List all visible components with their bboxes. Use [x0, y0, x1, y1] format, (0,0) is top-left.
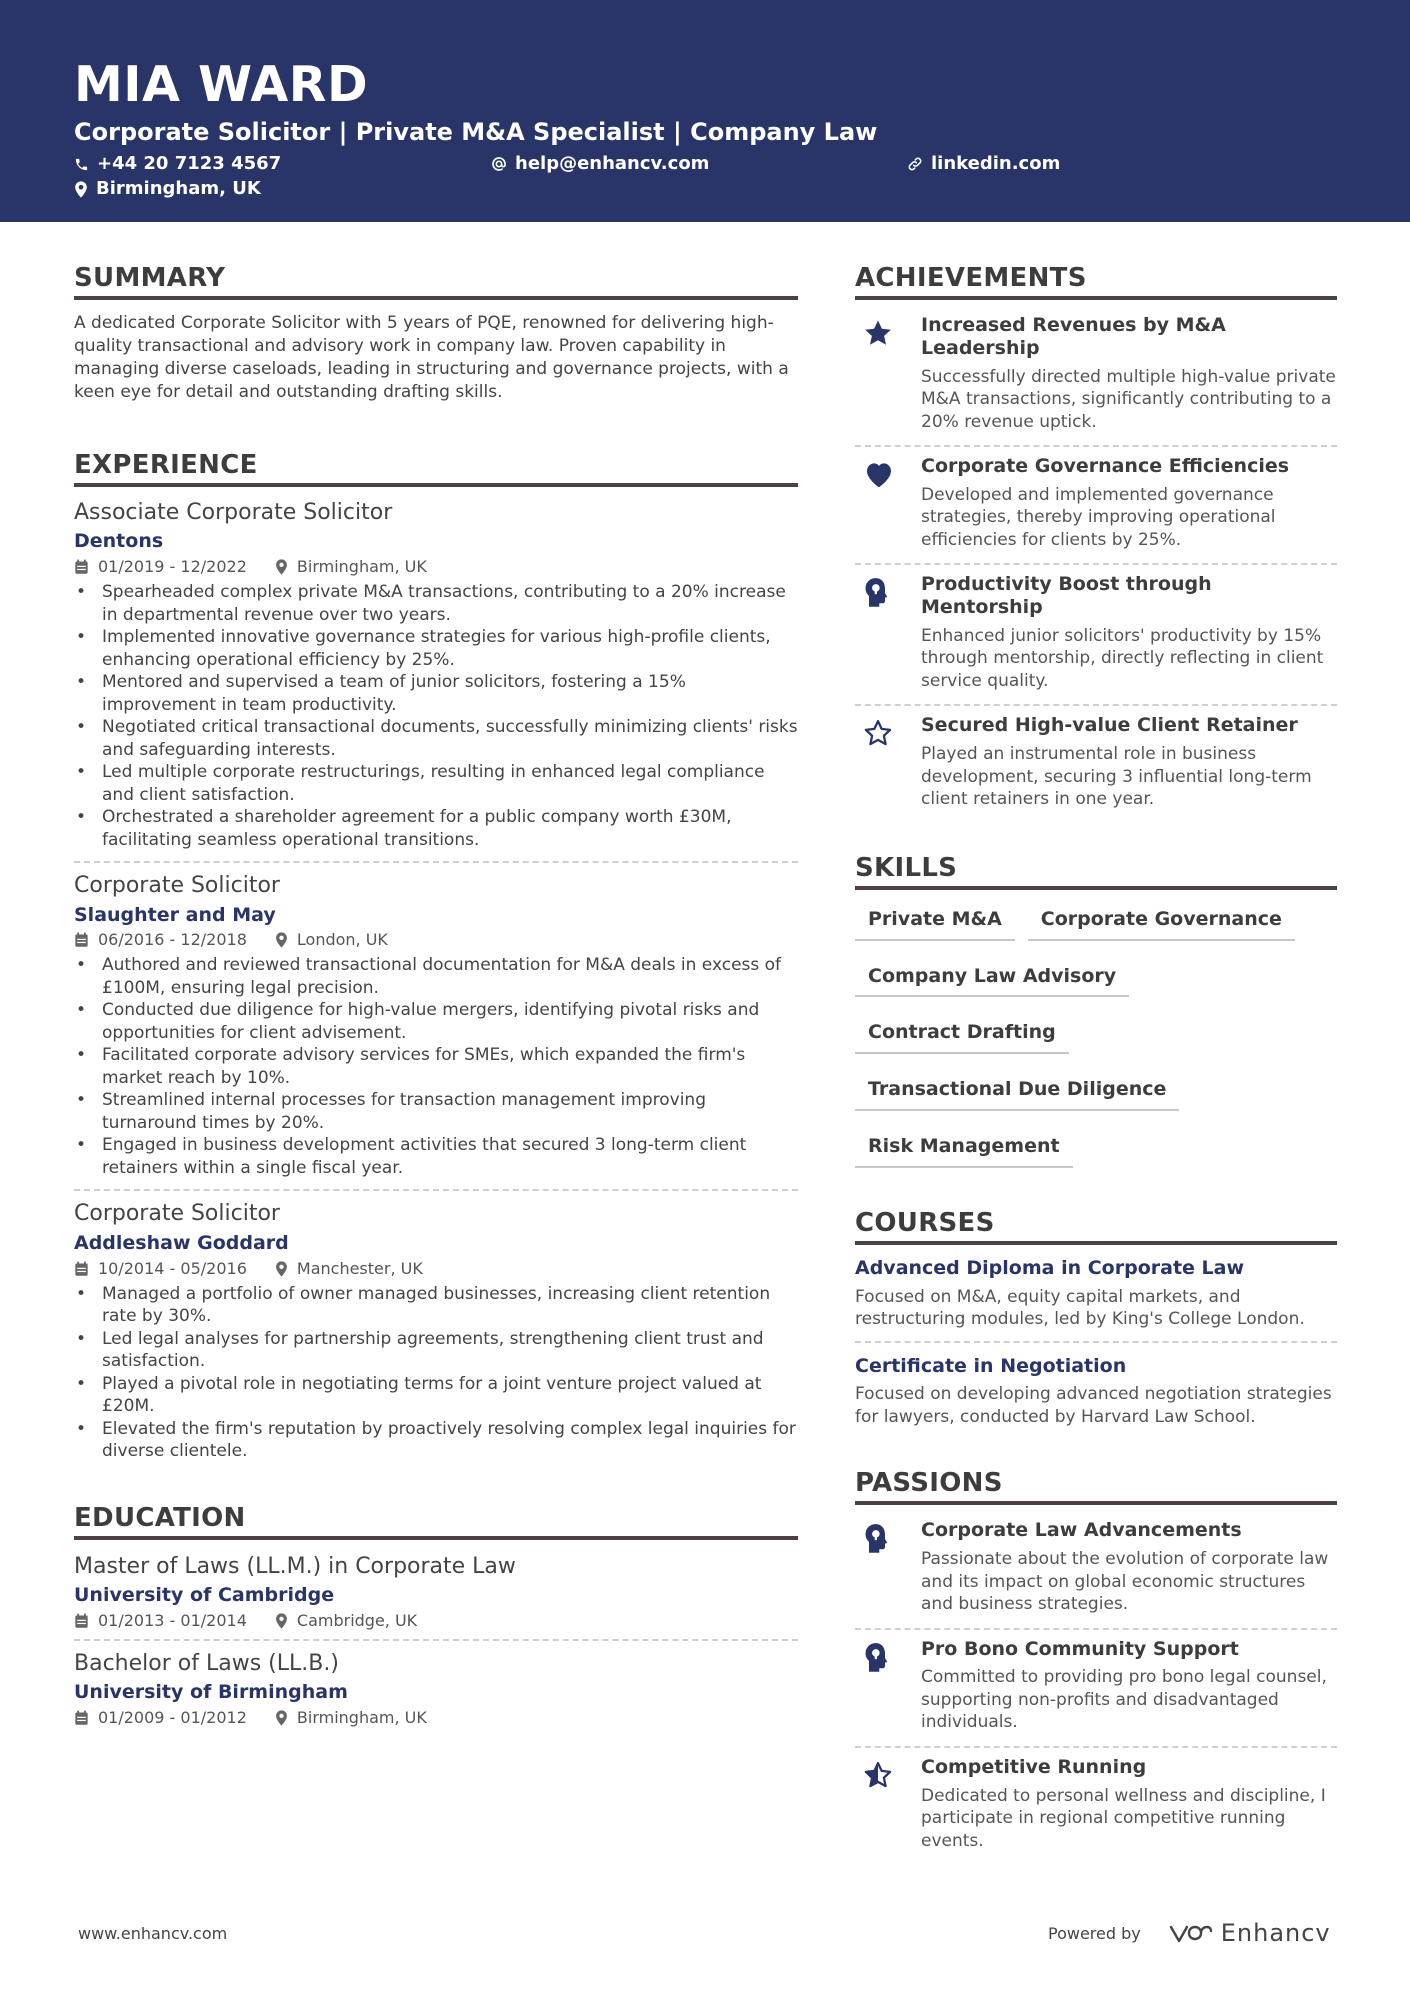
calendar-icon [74, 932, 89, 948]
skill-tag: Risk Management [855, 1131, 1073, 1168]
job-location-text: Manchester, UK [296, 1258, 423, 1278]
job-company: Dentons [74, 530, 164, 553]
phone-text: +44 20 7123 4567 [97, 153, 282, 174]
education-section [74, 1502, 798, 1736]
divider [74, 861, 798, 863]
job-bullets [74, 581, 798, 851]
degree-title: Master of Laws (LL.M.) in Corporate Law [74, 1553, 516, 1579]
bullet-item: • Engaged in business development activities that secured 3 long-term client retainers within a single fiscal year. [74, 1134, 798, 1179]
footer-brand[interactable] [1048, 1919, 1331, 1947]
bullet-item: • Played a pivotal role in negotiating terms for a joint venture project valued at £20M. [74, 1373, 798, 1418]
education-dates [74, 1610, 247, 1630]
education-entry [74, 1554, 798, 1639]
calendar-icon [74, 1613, 89, 1629]
left-column [74, 265, 798, 1736]
linkedin-text: linkedin.com [931, 153, 1061, 174]
job-meta [74, 559, 798, 575]
bullet-item: • Led multiple corporate restructurings, resulting in enhanced legal compliance and client satisfaction. [74, 761, 798, 806]
email-text: help@enhancv.com [515, 153, 710, 174]
heart-icon [863, 459, 895, 489]
map-pin-icon [275, 932, 288, 948]
calendar-icon [74, 559, 89, 575]
bullet-item: • Managed a portfolio of owner managed businesses, increasing client retention rate by 30%. [74, 1283, 798, 1328]
star-filled-icon [863, 318, 893, 348]
achievement-item [855, 447, 1337, 563]
achievements-section [855, 265, 1337, 823]
phone-icon [74, 157, 89, 172]
passion-desc: Committed to providing pro bono legal counsel, supporting non-profits and disadvantaged individuals. [921, 1667, 1327, 1733]
job-meta [74, 1258, 798, 1278]
skills-heading: SKILLS [855, 855, 1337, 890]
education-meta [74, 1707, 798, 1727]
education-location [275, 1610, 418, 1630]
education-dates-text: 01/2013 - 01/2014 [98, 1610, 247, 1630]
enhancv-logo-icon [1167, 1921, 1215, 1945]
job-title: Corporate Solicitor [74, 873, 280, 899]
achievements-heading: ACHIEVEMENTS [855, 265, 1337, 300]
achievement-title: Corporate Governance Efficiencies [921, 455, 1290, 478]
skills-section [855, 852, 1337, 1188]
bullet-item: • Implemented innovative governance strategies for various high-profile clients, enhancing operational efficiency by 25%. [74, 626, 798, 671]
star-half-icon [863, 1760, 893, 1790]
head-lightbulb-icon [863, 1523, 891, 1555]
course-desc: Focused on developing advanced negotiation strategies for lawyers, conducted by Harvard Law School. [855, 1384, 1332, 1427]
course-title: Certificate in Negotiation [855, 1354, 1127, 1377]
job-dates-text: 10/2014 - 05/2016 [98, 1258, 247, 1278]
link-icon [907, 156, 923, 172]
school-name: University of Cambridge [74, 1583, 335, 1606]
divider [74, 1639, 798, 1641]
achievement-desc: Developed and implemented governance strategies, thereby improving operational efficiencies for clients by 25%. [921, 484, 1276, 550]
job-company: Slaughter and May [74, 903, 276, 926]
job-title: Associate Corporate Solicitor [74, 500, 393, 525]
experience-section [74, 452, 798, 1473]
course-title: Advanced Diploma in Corporate Law [855, 1256, 1245, 1279]
education-meta [74, 1610, 798, 1630]
achievement-item [855, 706, 1337, 822]
achievement-item [855, 306, 1337, 445]
bullet-item: • Negotiated critical transactional documents, successfully minimizing clients' risks and safeguarding interests. [74, 716, 798, 761]
job-location-text: Birmingham, UK [296, 557, 427, 577]
skill-tag: Private M&A [855, 904, 1015, 941]
job-location [275, 1258, 423, 1278]
degree-title: Bachelor of Laws (LL.B.) [74, 1650, 339, 1676]
education-dates [74, 1707, 247, 1727]
course-desc: Focused on M&A, equity capital markets, and restructuring modules, led by King's College London. [855, 1286, 1305, 1330]
passion-desc: Passionate about the evolution of corporate law and its impact on global economic structures and business strategies. [921, 1549, 1329, 1615]
courses-section [855, 1207, 1337, 1439]
summary-text: A dedicated Corporate Solicitor with 5 years of PQE, renowned for delivering high-quality transactional and advisory work in company law. Proven capability in managing diverse caseloads, leading in structuring and governance projects, with a keen eye for detail and outstanding drafting skills. [74, 313, 789, 402]
map-pin-icon [275, 559, 288, 575]
passion-item [855, 1511, 1337, 1627]
star-outline-icon [863, 718, 893, 748]
candidate-subtitle: Corporate Solicitor | Private M&A Specialist | Company Law [74, 118, 878, 146]
achievement-desc: Successfully directed multiple high-value private M&A transactions, significantly contributing to a 20% revenue uptick. [921, 366, 1336, 432]
head-lightbulb-icon [863, 1642, 891, 1674]
summary-section [74, 265, 798, 404]
education-entry [74, 1651, 798, 1736]
bullet-item: • Elevated the firm's reputation by proactively resolving complex legal inquiries for diverse clientele. [74, 1418, 798, 1463]
job-bullets [74, 1283, 798, 1463]
map-pin-icon [74, 181, 88, 198]
bullet-item: • Spearheaded complex private M&A transactions, contributing to a 20% increase in departmental revenue over two years. [74, 581, 798, 626]
education-location-text: Cambridge, UK [296, 1610, 418, 1630]
achievement-title: Secured High-value Client Retainer [921, 714, 1298, 737]
map-pin-icon [275, 1710, 288, 1726]
education-heading: EDUCATION [74, 1505, 798, 1540]
map-pin-icon [275, 1613, 288, 1629]
job-dates-text: 06/2016 - 12/2018 [98, 930, 247, 950]
calendar-icon [74, 1710, 89, 1726]
bullet-item: • Led legal analyses for partnership agreements, strengthening client trust and satisfaction. [74, 1328, 798, 1373]
resume-header [0, 0, 1410, 222]
passions-heading: PASSIONS [855, 1470, 1337, 1505]
job-dates-text: 01/2019 - 12/2022 [98, 557, 247, 577]
skill-tag: Contract Drafting [855, 1017, 1069, 1054]
passion-title: Competitive Running [921, 1755, 1147, 1778]
powered-by-text: Powered by [1048, 1923, 1141, 1943]
experience-entry [74, 1201, 798, 1472]
bullet-item: • Conducted due diligence for high-value mergers, identifying pivotal risks and opportunities for client advisement. [74, 999, 798, 1044]
education-location [275, 1707, 427, 1727]
experience-heading: EXPERIENCE [74, 452, 798, 487]
calendar-icon [74, 1261, 89, 1277]
passion-title: Corporate Law Advancements [921, 1519, 1242, 1542]
job-company: Addleshaw Goddard [74, 1231, 289, 1254]
job-bullets [74, 954, 798, 1179]
job-dates [74, 932, 247, 948]
bullet-item: • Streamlined internal processes for transaction management improving turnaround times by 20%. [74, 1089, 798, 1134]
passion-desc: Dedicated to personal wellness and discipline, I participate in regional competitive running events. [921, 1785, 1326, 1851]
job-meta [74, 932, 798, 948]
job-location-text: London, UK [296, 930, 388, 950]
achievement-desc: Played an instrumental role in business development, securing 3 influential long-term client retainers in one year. [921, 744, 1312, 810]
summary-heading: SUMMARY [74, 265, 798, 300]
bullet-item: • Orchestrated a shareholder agreement for a public company worth £30M, facilitating seamless operational transitions. [74, 806, 798, 851]
job-location [275, 559, 427, 575]
map-pin-icon [275, 1261, 288, 1277]
education-dates-text: 01/2009 - 01/2012 [98, 1707, 247, 1727]
education-location-text: Birmingham, UK [296, 1707, 427, 1727]
head-lightbulb-icon [863, 577, 891, 609]
contact-phone[interactable] [74, 155, 281, 173]
course-item [855, 1343, 1337, 1439]
experience-entry [74, 500, 798, 861]
experience-entry [74, 873, 798, 1189]
passion-title: Pro Bono Community Support [921, 1637, 1239, 1660]
skill-tag: Transactional Due Diligence [855, 1074, 1179, 1111]
job-title: Corporate Solicitor [74, 1201, 280, 1227]
at-icon [491, 156, 507, 172]
achievement-desc: Enhanced junior solicitors' productivity by 15% through mentorship, directly reflecting in client service quality. [921, 625, 1324, 691]
bullet-item: • Mentored and supervised a team of junior solicitors, fostering a 15% improvement in team productivity. [74, 671, 798, 716]
courses-heading: COURSES [855, 1210, 1337, 1245]
brand-name: Enhancv [1220, 1919, 1331, 1947]
passions-section [855, 1470, 1337, 1864]
skills-list [855, 904, 1337, 1188]
passion-item [855, 1748, 1337, 1864]
job-location [275, 932, 388, 948]
job-dates [74, 559, 247, 575]
achievement-item [855, 565, 1337, 704]
job-dates [74, 1258, 247, 1278]
bullet-item: • Authored and reviewed transactional documentation for M&A deals in excess of £100M, ensuring legal precision. [74, 954, 798, 999]
right-column [855, 265, 1337, 1864]
candidate-name: MIA WARD [74, 56, 369, 113]
course-item [855, 1245, 1337, 1341]
skill-tag: Company Law Advisory [855, 961, 1129, 998]
contact-linkedin[interactable] [907, 155, 1060, 173]
achievement-title: Productivity Boost through Mentorship [921, 573, 1212, 619]
bullet-item: • Facilitated corporate advisory services for SMEs, which expanded the firm's market reach by 10%. [74, 1044, 798, 1089]
divider [74, 1189, 798, 1191]
skill-tag: Corporate Governance [1028, 904, 1295, 941]
achievement-title: Increased Revenues by M&A Leadership [921, 314, 1226, 359]
footer-site-link[interactable]: www.enhancv.com [78, 1924, 228, 1943]
passion-item [855, 1630, 1337, 1746]
contact-email[interactable] [491, 155, 709, 173]
school-name: University of Birmingham [74, 1681, 348, 1704]
contact-location [74, 180, 261, 198]
location-text: Birmingham, UK [96, 178, 261, 199]
